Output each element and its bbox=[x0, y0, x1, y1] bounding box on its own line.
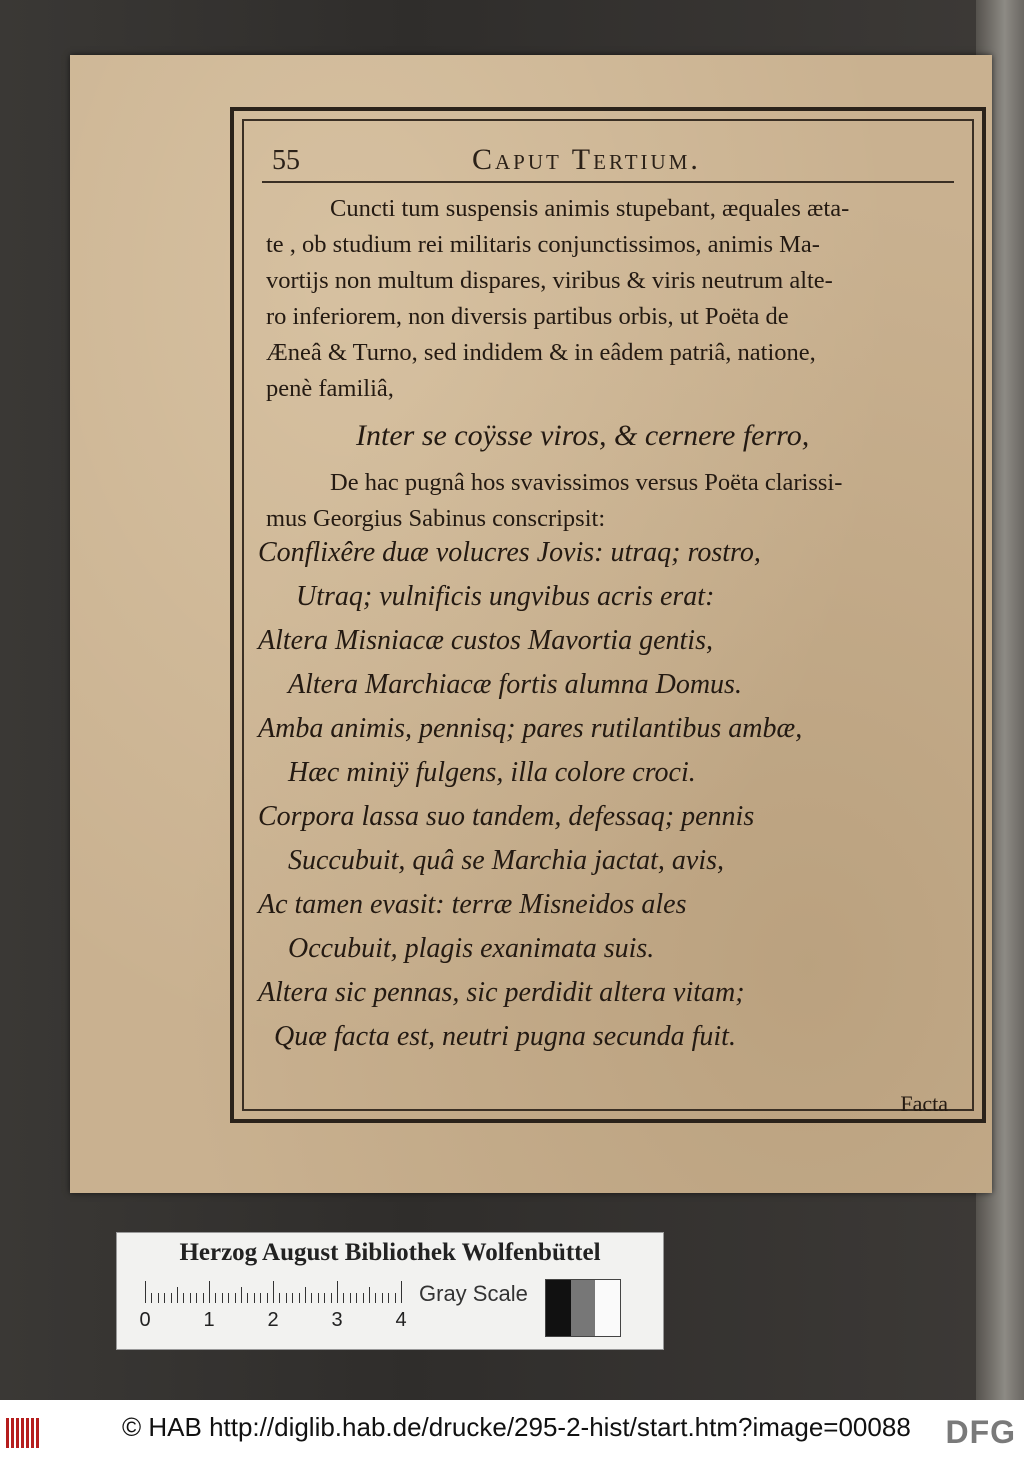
ruler-tick bbox=[273, 1281, 274, 1303]
ruler-number: 3 bbox=[331, 1309, 343, 1331]
chapter-heading: Caput Tertium. bbox=[472, 143, 701, 176]
ruler-tick bbox=[222, 1293, 223, 1303]
ruler-tick bbox=[318, 1293, 319, 1303]
ruler-tick bbox=[375, 1293, 376, 1303]
ruler-tick bbox=[401, 1281, 402, 1303]
library-name: Herzog August Bibliothek Wolfenbüttel bbox=[179, 1239, 601, 1266]
poem-line: Altera Misniacæ custos Mavortia gentis, bbox=[258, 625, 713, 656]
ruler-tick bbox=[267, 1293, 268, 1303]
ruler bbox=[139, 1281, 407, 1331]
ruler-tick bbox=[203, 1293, 204, 1303]
ruler-tick bbox=[356, 1293, 357, 1303]
poem-line: Occubuit, plagis exanimata suis. bbox=[288, 933, 655, 964]
page-inner-border bbox=[242, 119, 974, 1116]
prose-block bbox=[266, 191, 954, 407]
ruler-tick bbox=[388, 1293, 389, 1303]
poem-line: Corpora lassa suo tandem, defessaq; pennis bbox=[258, 801, 755, 832]
poem-line: Ac tamen evasit: terræ Misneidos ales bbox=[258, 889, 687, 920]
page-border bbox=[230, 107, 986, 1123]
ruler-tick bbox=[350, 1293, 351, 1303]
prose-line: vortijs non multum dispares, viribus & viris neutrum alte- bbox=[266, 267, 833, 294]
ruler-tick bbox=[171, 1293, 172, 1303]
ruler-tick bbox=[177, 1287, 178, 1303]
prose-line: penè familiâ, bbox=[266, 375, 394, 402]
ruler-tick bbox=[190, 1293, 191, 1303]
ruler-tick bbox=[164, 1293, 165, 1303]
ruler-tick bbox=[395, 1293, 396, 1303]
poem-line: Altera Marchiacæ fortis alumna Domus. bbox=[288, 669, 742, 700]
ruler-tick bbox=[215, 1293, 216, 1303]
prose-line: ro inferiorem, non diversis partibus orbis, ut Poëta de bbox=[266, 303, 789, 330]
poem-line: Quæ facta est, neutri pugna secunda fuit. bbox=[274, 1021, 736, 1052]
ruler-tick bbox=[311, 1293, 312, 1303]
page-number: 55 bbox=[272, 145, 300, 176]
poem-line: Altera sic pennas, sic perdidit altera vitam; bbox=[258, 977, 745, 1008]
dfg-logo: DFG bbox=[945, 1414, 1016, 1450]
prose-line: De hac pugnâ hos svavissimos versus Poëta clarissi- bbox=[330, 469, 843, 496]
ruler-tick bbox=[247, 1293, 248, 1303]
prose-line: Cuncti tum suspensis animis stupebant, æquales æta- bbox=[330, 195, 850, 222]
hab-logo-icon bbox=[6, 1418, 46, 1448]
ruler-tick bbox=[286, 1293, 287, 1303]
book-page bbox=[70, 55, 992, 1193]
ruler-tick bbox=[241, 1287, 242, 1303]
ruler-number: 4 bbox=[395, 1309, 407, 1331]
ruler-tick bbox=[343, 1293, 344, 1303]
footer-bar bbox=[0, 1400, 1024, 1457]
ruler-tick bbox=[337, 1281, 338, 1303]
ruler-number: 0 bbox=[139, 1309, 151, 1331]
poem-line: Hæc miniÿ fulgens, illa colore croci. bbox=[288, 757, 696, 788]
ruler-tick bbox=[151, 1293, 152, 1303]
ruler-tick bbox=[279, 1293, 280, 1303]
quote-line: Inter se coÿsse viros, & cernere ferro, bbox=[356, 419, 810, 452]
ruler-tick bbox=[209, 1281, 210, 1303]
ruler-tick bbox=[228, 1293, 229, 1303]
gray-step-mid bbox=[571, 1280, 596, 1336]
ruler-tick bbox=[158, 1293, 159, 1303]
prose-block-2 bbox=[266, 465, 954, 537]
ruler-tick bbox=[235, 1293, 236, 1303]
ruler-number: 2 bbox=[267, 1309, 279, 1331]
ruler-tick bbox=[363, 1293, 364, 1303]
poem-line: Utraq; vulnificis ungvibus acris erat: bbox=[296, 581, 715, 612]
poem-line: Conflixêre duæ volucres Jovis: utraq; rostro, bbox=[258, 537, 761, 568]
ruler-tick bbox=[305, 1287, 306, 1303]
ruler-tick bbox=[145, 1281, 146, 1303]
gray-scale-label: Gray Scale bbox=[419, 1281, 528, 1306]
ruler-tick bbox=[254, 1293, 255, 1303]
gray-step-black bbox=[546, 1280, 571, 1336]
running-head bbox=[262, 141, 954, 183]
footer-credit: © HAB http://diglib.hab.de/drucke/295-2-hist/start.htm?image=00088 bbox=[122, 1412, 911, 1442]
ruler-tick bbox=[331, 1293, 332, 1303]
poem-line: Succubuit, quâ se Marchia jactat, avis, bbox=[288, 845, 724, 876]
prose-line: mus Georgius Sabinus conscripsit: bbox=[266, 505, 606, 532]
ruler-tick bbox=[324, 1293, 325, 1303]
gray-step-white bbox=[595, 1280, 620, 1336]
ruler-tick bbox=[183, 1293, 184, 1303]
ruler-tick bbox=[382, 1293, 383, 1303]
poem-line: Amba animis, pennisq; pares rutilantibus ambæ, bbox=[258, 713, 803, 744]
catchword: Facta bbox=[900, 1091, 948, 1116]
prose-line: Æneâ & Turno, sed indidem & in eâdem patriâ, natione, bbox=[266, 339, 816, 366]
ruler-tick bbox=[260, 1293, 261, 1303]
ruler-tick bbox=[299, 1293, 300, 1303]
ruler-number: 1 bbox=[203, 1309, 215, 1331]
ruler-tick bbox=[292, 1293, 293, 1303]
gray-scale-swatch bbox=[545, 1279, 621, 1337]
color-scale-card bbox=[116, 1232, 664, 1350]
ruler-tick bbox=[196, 1293, 197, 1303]
ruler-tick bbox=[369, 1287, 370, 1303]
prose-line: te , ob studium rei militaris conjunctissimos, animis Ma- bbox=[266, 231, 820, 258]
